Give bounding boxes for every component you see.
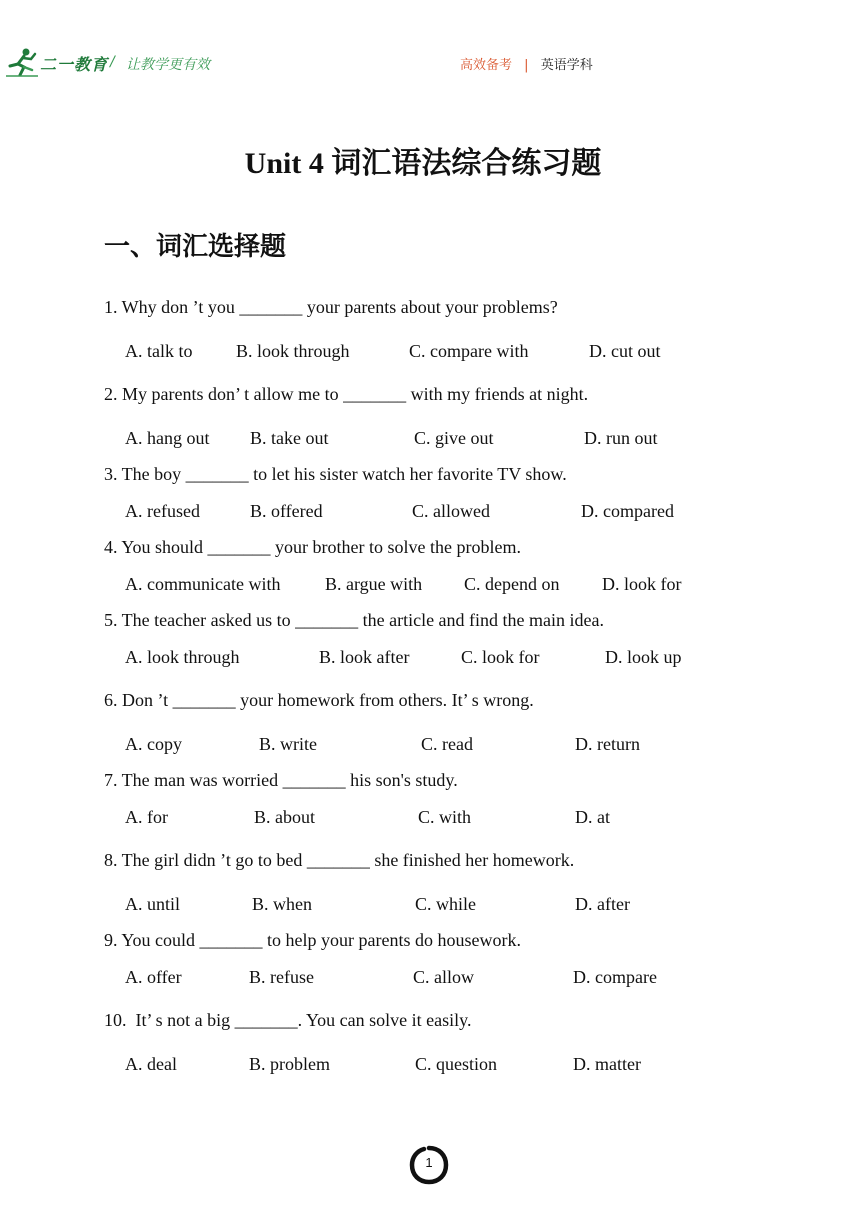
- option-d: D. return: [575, 734, 640, 754]
- option-d: D. look up: [605, 647, 682, 667]
- section-heading: 一、词汇选择题: [104, 232, 287, 262]
- option-d: D. at: [575, 807, 610, 827]
- page-number: 1: [425, 1155, 433, 1170]
- question-options: [0, 1053, 860, 1075]
- option-c: C. read: [421, 734, 473, 754]
- option-c: C. allowed: [412, 501, 490, 521]
- question-stem: 10. It’ s not a big _______. You can solve it easily.: [104, 1010, 472, 1030]
- option-b: B. write: [259, 734, 317, 754]
- question-stem: 3. The boy _______ to let his sister watch her favorite TV show.: [104, 464, 567, 484]
- option-b: B. argue with: [325, 574, 423, 594]
- option-a: A. until: [125, 894, 181, 914]
- subject-label: 英语学科: [540, 58, 593, 73]
- option-b: B. look after: [319, 647, 410, 667]
- option-c: C. while: [415, 894, 476, 914]
- option-c: C. give out: [414, 428, 494, 448]
- exam-label: 高效备考: [460, 58, 513, 73]
- brand-tagline: 让教学更有效: [126, 57, 210, 73]
- brand-name: 二一教育: [40, 55, 109, 74]
- question-stem: 7. The man was worried _______ his son's study.: [104, 770, 458, 790]
- option-a: A. look through: [125, 647, 240, 667]
- question-options: [0, 893, 860, 915]
- option-a: A. for: [125, 807, 168, 827]
- option-c: C. allow: [413, 967, 474, 987]
- page-header: [0, 44, 860, 80]
- option-d: D. run out: [584, 428, 658, 448]
- option-b: B. problem: [249, 1054, 330, 1074]
- option-a: A. communicate with: [125, 574, 281, 594]
- option-d: D. look for: [602, 574, 682, 594]
- option-a: A. deal: [125, 1054, 177, 1074]
- option-c: C. question: [415, 1054, 498, 1074]
- option-b: B. take out: [250, 428, 329, 448]
- question-options: [0, 806, 860, 828]
- question-options: [0, 340, 860, 362]
- option-b: B. about: [254, 807, 315, 827]
- question-options: [0, 427, 860, 449]
- question-options: [0, 646, 860, 668]
- question-stem: 2. My parents don’ t allow me to _______ with my friends at night.: [104, 384, 589, 404]
- option-c: C. depend on: [464, 574, 560, 594]
- option-b: B. when: [252, 894, 312, 914]
- option-a: A. offer: [125, 967, 182, 987]
- question-stem: 1. Why don ’t you _______ your parents about your problems?: [104, 297, 558, 317]
- option-c: C. compare with: [409, 341, 529, 361]
- header-separator: |: [524, 58, 529, 73]
- option-b: B. look through: [236, 341, 350, 361]
- option-a: A. copy: [125, 734, 182, 754]
- header-right: [460, 54, 593, 73]
- option-d: D. cut out: [589, 341, 661, 361]
- question-options: [0, 966, 860, 988]
- option-d: D. after: [575, 894, 630, 914]
- option-c: C. look for: [461, 647, 540, 667]
- question-stem: 4. You should _______ your brother to solve the problem.: [104, 537, 521, 557]
- runner-logo-icon: [4, 46, 40, 78]
- question-stem: 5. The teacher asked us to _______ the article and find the main idea.: [104, 610, 605, 630]
- option-d: D. compared: [581, 501, 674, 521]
- option-d: D. matter: [573, 1054, 641, 1074]
- option-a: A. hang out: [125, 428, 210, 448]
- page-number-badge: [408, 1144, 450, 1186]
- brand-divider: /: [110, 54, 115, 70]
- option-d: D. compare: [573, 967, 657, 987]
- question-options: [0, 733, 860, 755]
- question-options: [0, 573, 860, 595]
- option-c: C. with: [418, 807, 472, 827]
- question-stem: 8. The girl didn ’t go to bed _______ she finished her homework.: [104, 850, 575, 870]
- option-a: A. refused: [125, 501, 200, 521]
- question-stem: 9. You could _______ to help your parents do housework.: [104, 930, 521, 950]
- option-b: B. refuse: [249, 967, 314, 987]
- option-a: A. talk to: [125, 341, 193, 361]
- option-b: B. offered: [250, 501, 323, 521]
- question-stem: 6. Don ’t _______ your homework from others. It’ s wrong.: [104, 690, 534, 710]
- question-options: [0, 500, 860, 522]
- document-title: Unit 4 词汇语法综合练习题: [244, 147, 602, 180]
